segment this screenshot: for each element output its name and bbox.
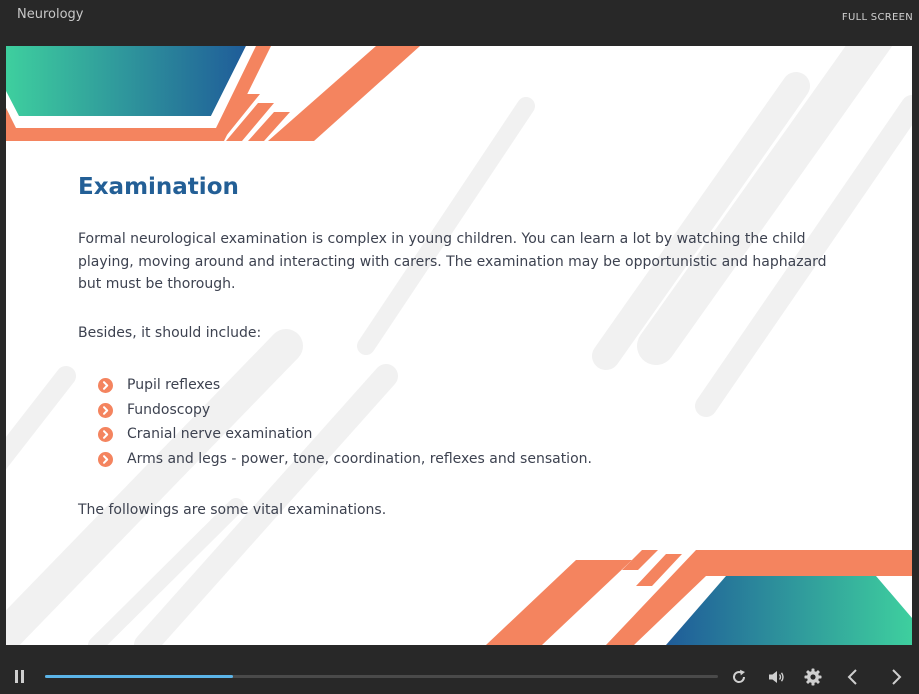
slide-heading: Examination bbox=[78, 174, 239, 200]
chevron-right-circle-icon bbox=[98, 403, 113, 418]
slide-background-decoration bbox=[6, 46, 912, 645]
settings-button[interactable] bbox=[804, 668, 822, 686]
fullscreen-button[interactable]: FULL SCREEN bbox=[841, 12, 913, 23]
course-title: Neurology bbox=[17, 7, 84, 22]
chevron-left-icon bbox=[846, 668, 860, 686]
list-item bbox=[98, 422, 592, 447]
volume-icon bbox=[768, 669, 786, 685]
top-bar bbox=[0, 0, 919, 46]
lead-in-paragraph: Besides, it should include: bbox=[78, 325, 262, 341]
previous-slide-button[interactable] bbox=[846, 668, 860, 686]
chevron-right-icon bbox=[889, 668, 903, 686]
intro-paragraph: Formal neurological examination is complex in young children. You can learn a lot by watching the child playing, moving around and interacting with carers. The examination may be opportunistic and haphazard but must be thorough. bbox=[78, 231, 827, 292]
pause-button[interactable] bbox=[14, 670, 26, 683]
list-item-text: Cranial nerve examination bbox=[127, 426, 313, 443]
list-item-text: Fundoscopy bbox=[127, 401, 211, 418]
examination-list bbox=[98, 373, 592, 472]
chevron-right-circle-icon bbox=[98, 452, 113, 467]
next-slide-button[interactable] bbox=[889, 668, 903, 686]
list-item bbox=[98, 398, 592, 423]
list-item-text: Arms and legs - power, tone, coordination, reflexes and sensation. bbox=[127, 451, 592, 468]
replay-button[interactable] bbox=[731, 669, 747, 685]
chevron-right-circle-icon bbox=[98, 378, 113, 393]
slide-canvas bbox=[6, 46, 912, 645]
replay-icon bbox=[731, 669, 747, 685]
player-control-bar bbox=[0, 645, 919, 694]
list-item bbox=[98, 447, 592, 472]
list-item-text: Pupil reflexes bbox=[127, 377, 221, 393]
chevron-right-circle-icon bbox=[98, 427, 113, 442]
volume-button[interactable] bbox=[768, 669, 786, 685]
pause-icon bbox=[21, 670, 24, 683]
progress-bar[interactable] bbox=[45, 675, 718, 678]
list-item bbox=[98, 373, 592, 398]
pause-icon bbox=[15, 670, 18, 683]
gear-icon bbox=[804, 668, 822, 686]
progress-fill bbox=[45, 675, 233, 678]
closing-paragraph: The followings are some vital examinations. bbox=[78, 502, 387, 518]
